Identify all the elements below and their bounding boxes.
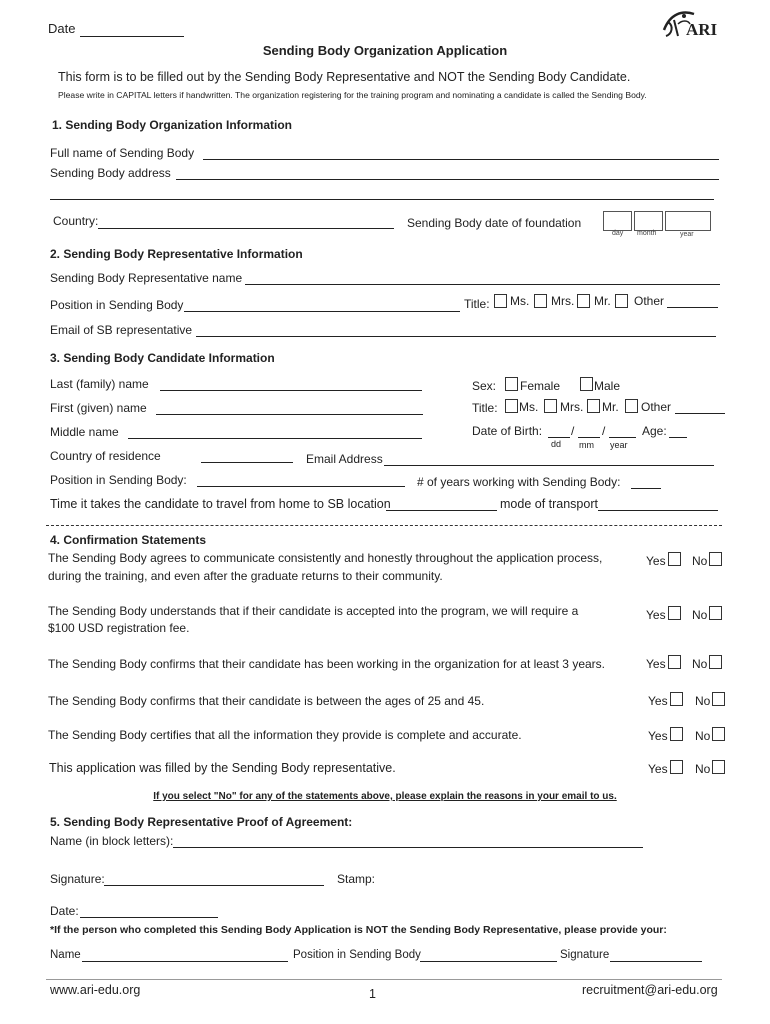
address-field-line2[interactable]	[50, 199, 714, 200]
statement-1-no-label: No	[692, 554, 708, 568]
rep-position-label: Position in Sending Body	[50, 298, 184, 312]
proof-name-label: Name (in block letters):	[50, 834, 174, 848]
signature-label: Signature:	[50, 872, 105, 886]
male-label: Male	[594, 379, 621, 393]
position2-field[interactable]	[420, 961, 557, 962]
candidate-title-label: Title:	[472, 401, 498, 415]
footer-divider	[46, 979, 722, 980]
country-label: Country:	[53, 214, 99, 228]
transport-field[interactable]	[598, 510, 718, 511]
candidate-other-field[interactable]	[675, 413, 725, 414]
rep-ms-checkbox[interactable]	[494, 294, 507, 308]
statement-3-yes-checkbox[interactable]	[668, 655, 681, 669]
full-name-field[interactable]	[203, 159, 719, 160]
foundation-month-label: month	[637, 230, 657, 237]
female-label: Female	[520, 379, 561, 393]
statement-4-yes-checkbox[interactable]	[670, 692, 683, 706]
rep-other-field[interactable]	[667, 307, 718, 308]
statement-1-line2: during the training, and even after the graduate returns to their community.	[48, 569, 443, 583]
intro-small-text: Please write in CAPITAL letters if handwritten. The organization registering for the training program and nominating a candidate is called the Sending Body.	[58, 90, 647, 100]
proof-date-field[interactable]	[80, 917, 218, 918]
footer-website[interactable]: www.ari-edu.org	[50, 983, 141, 997]
statement-3-no-checkbox[interactable]	[709, 655, 722, 669]
rep-title-label: Title:	[464, 297, 490, 311]
position2-label: Position in Sending Body	[293, 949, 421, 961]
address-label: Sending Body address	[50, 166, 171, 180]
dob-dd-label: dd	[551, 439, 562, 449]
statement-1-no-checkbox[interactable]	[709, 552, 722, 566]
male-checkbox[interactable]	[580, 377, 593, 391]
statement-5: The Sending Body certifies that all the information they provide is complete and accurate.	[48, 728, 522, 742]
page-title: Sending Body Organization Application	[262, 43, 508, 58]
female-checkbox[interactable]	[505, 377, 518, 391]
statement-1-yes-label: Yes	[646, 554, 666, 568]
signature-field[interactable]	[104, 885, 324, 886]
foundation-day-label: day	[612, 230, 624, 237]
candidate-mrs-label: Mrs.	[560, 400, 584, 414]
section2-heading: 2. Sending Body Representative Information	[50, 247, 303, 261]
name2-field[interactable]	[82, 961, 288, 962]
rep-other-checkbox[interactable]	[615, 294, 628, 308]
statement-2-no-label: No	[692, 608, 708, 622]
dob-mm-label: mm	[579, 440, 594, 450]
dob-month-field[interactable]	[578, 437, 600, 438]
dob-label: Date of Birth:	[472, 424, 543, 438]
statement-5-no-label: No	[695, 729, 711, 743]
dob-day-field[interactable]	[548, 437, 570, 438]
first-name-label: First (given) name	[50, 401, 147, 415]
intro-text: This form is to be filled out by the Sending Body Representative and NOT the Sending Body Candidate.	[58, 70, 631, 84]
age-field[interactable]	[669, 437, 687, 438]
candidate-mrs-checkbox[interactable]	[544, 399, 557, 413]
non-rep-note: *If the person who completed this Sending Body Application is NOT the Sending Body Representative, please provide your:	[50, 924, 667, 936]
ari-logo	[660, 8, 722, 40]
full-name-label: Full name of Sending Body	[50, 146, 195, 160]
last-name-field[interactable]	[160, 390, 422, 391]
page-number: 1	[369, 987, 376, 1001]
foundation-year-label: year	[680, 231, 694, 238]
statement-4-yes-label: Yes	[648, 694, 668, 708]
candidate-position-field[interactable]	[197, 486, 405, 487]
statement-1-yes-checkbox[interactable]	[668, 552, 681, 566]
country-residence-field[interactable]	[201, 462, 293, 463]
rep-position-field[interactable]	[184, 311, 460, 312]
foundation-day-box[interactable]	[603, 211, 632, 231]
statement-2-no-checkbox[interactable]	[709, 606, 722, 620]
rep-email-label: Email of SB representative	[50, 323, 193, 337]
rep-email-field[interactable]	[196, 336, 716, 337]
statement-5-yes-label: Yes	[648, 729, 668, 743]
country-residence-label: Country of residence	[50, 449, 161, 463]
foundation-label: Sending Body date of foundation	[407, 216, 582, 230]
candidate-other-label: Other	[641, 400, 672, 414]
statement-6-yes-label: Yes	[648, 762, 668, 776]
statement-6-no-checkbox[interactable]	[712, 760, 725, 774]
dob-year-field[interactable]	[609, 437, 636, 438]
signature2-label: Signature	[560, 949, 610, 961]
rep-mr-checkbox[interactable]	[577, 294, 590, 308]
dob-year-label: year	[610, 440, 628, 450]
date-field[interactable]	[80, 36, 184, 37]
section5-heading: 5. Sending Body Representative Proof of Agreement:	[50, 815, 353, 829]
date-label: Date	[48, 21, 76, 36]
statement-4-no-label: No	[695, 694, 711, 708]
statement-3-no-label: No	[692, 657, 708, 671]
candidate-email-field[interactable]	[384, 465, 714, 466]
country-field[interactable]	[98, 228, 394, 229]
sex-label: Sex:	[472, 379, 497, 393]
candidate-mr-checkbox[interactable]	[587, 399, 600, 413]
years-working-field[interactable]	[631, 488, 661, 489]
statement-4: The Sending Body confirms that their candidate is between the ages of 25 and 45.	[48, 694, 485, 708]
travel-time-label: Time it takes the candidate to travel from home to SB location	[50, 497, 391, 511]
statement-5-no-checkbox[interactable]	[712, 727, 725, 741]
candidate-email-label: Email Address	[306, 452, 383, 466]
statement-6: This application was filled by the Sending Body representative.	[49, 761, 396, 775]
candidate-mr-label: Mr.	[602, 400, 619, 414]
statement-5-yes-checkbox[interactable]	[670, 727, 683, 741]
foundation-month-box[interactable]	[634, 211, 663, 231]
rep-ms-label: Ms.	[510, 294, 530, 308]
section1-heading: 1. Sending Body Organization Information	[52, 118, 293, 132]
signature2-field[interactable]	[610, 961, 702, 962]
proof-date-label: Date:	[50, 904, 79, 918]
footer-email[interactable]: recruitment@ari-edu.org	[582, 983, 718, 997]
last-name-label: Last (family) name	[50, 377, 149, 391]
statement-3-yes-label: Yes	[646, 657, 666, 671]
candidate-other-checkbox[interactable]	[625, 399, 638, 413]
statement-1-line1: The Sending Body agrees to communicate consistently and honestly throughout the application process,	[48, 551, 603, 565]
statement-6-no-label: No	[695, 762, 711, 776]
statement-6-yes-checkbox[interactable]	[670, 760, 683, 774]
rep-mrs-label: Mrs.	[551, 294, 575, 308]
middle-name-field[interactable]	[128, 438, 422, 439]
middle-name-label: Middle name	[50, 425, 119, 439]
statement-3: The Sending Body confirms that their candidate has been working in the organization for at least 3 years.	[48, 657, 605, 671]
travel-time-field[interactable]	[386, 510, 497, 511]
rep-mrs-checkbox[interactable]	[534, 294, 547, 308]
first-name-field[interactable]	[156, 414, 423, 415]
candidate-ms-label: Ms.	[519, 400, 539, 414]
rep-mr-label: Mr.	[594, 294, 611, 308]
statement-2-yes-label: Yes	[646, 608, 666, 622]
rep-name-field[interactable]	[245, 284, 720, 285]
statement-2-line2: $100 USD registration fee.	[48, 621, 190, 635]
section-divider	[46, 525, 722, 526]
candidate-ms-checkbox[interactable]	[505, 399, 518, 413]
rep-name-label: Sending Body Representative name	[50, 271, 243, 285]
statement-2-yes-checkbox[interactable]	[668, 606, 681, 620]
logo-text: ARI	[686, 20, 718, 39]
address-field[interactable]	[176, 179, 719, 180]
section3-heading: 3. Sending Body Candidate Information	[50, 351, 275, 365]
statement-4-no-checkbox[interactable]	[712, 692, 725, 706]
proof-name-field[interactable]	[173, 847, 643, 848]
years-working-label: # of years working with Sending Body:	[417, 475, 621, 489]
stamp-label: Stamp:	[337, 872, 376, 886]
foundation-year-box[interactable]	[665, 211, 711, 231]
statement-2-line1: The Sending Body understands that if their candidate is accepted into the program, we will require a	[48, 604, 579, 618]
name2-label: Name	[50, 949, 81, 961]
age-label: Age:	[642, 424, 667, 438]
no-explanation-note: If you select "No" for any of the statements above, please explain the reasons in your email to us.	[153, 791, 617, 802]
rep-other-label: Other	[634, 294, 665, 308]
transport-label: mode of transport	[500, 497, 598, 511]
section4-heading: 4. Confirmation Statements	[50, 533, 207, 547]
candidate-position-label: Position in Sending Body:	[50, 473, 187, 487]
